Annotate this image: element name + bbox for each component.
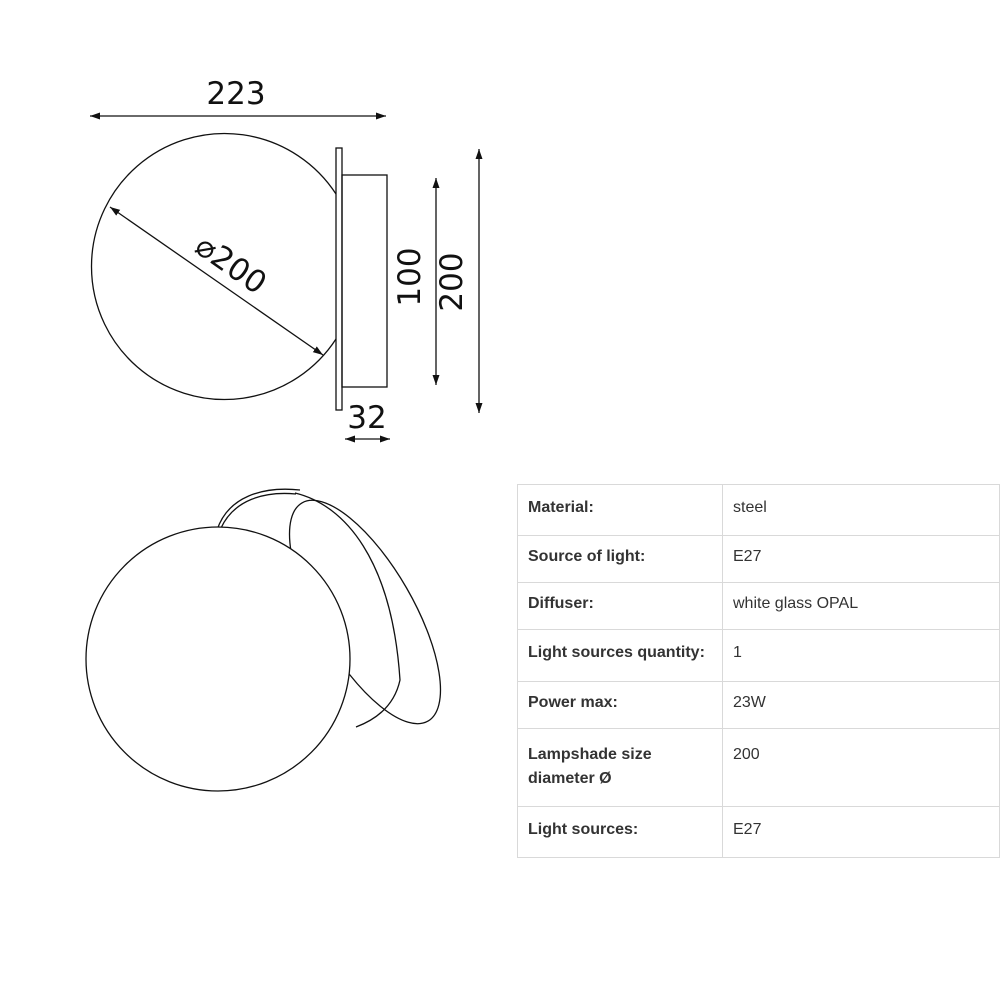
table-row [518,682,1000,729]
diameter-line [110,207,323,355]
width-label: 223 [206,76,266,112]
spec-value-light-sources-quantity: 1 [733,644,742,661]
spec-value-power-max: 23W [733,694,766,711]
table-row [518,807,1000,858]
diameter-label: ⌀200 [188,227,273,302]
table-row [518,536,1000,583]
perspective-view [86,479,470,791]
wall-plate [336,148,342,410]
depth-label: 32 [347,400,387,436]
spec-value-light-sources: E27 [733,821,762,838]
table-row [518,729,1000,807]
mounting-base [342,175,387,387]
table-row [518,583,1000,630]
spec-value-diffuser: white glass OPAL [733,595,859,612]
base-back-inner [221,493,296,528]
total-height-label: 200 [434,252,470,312]
specification-table [517,484,1000,858]
base-height-label: 100 [392,247,428,307]
spec-label-light-sources-quantity: Light sources quantity: [528,644,705,661]
table-row [518,630,1000,682]
spec-value-source-of-light: E27 [733,548,762,565]
spec-label-material: Material: [528,499,594,516]
spec-label-power-max: Power max: [528,694,618,711]
spec-label-lampshade-diameter: Lampshade size diameter Ø [528,746,652,787]
spec-label-source-of-light: Source of light: [528,548,646,565]
spec-value-material: steel [733,499,767,516]
spec-value-lampshade-diameter: 200 [733,746,760,763]
table-row [518,485,1000,536]
spec-label-diffuser: Diffuser: [528,595,594,612]
spec-label-light-sources: Light sources: [528,821,639,838]
globe [86,527,350,791]
base-back-rim [217,489,300,530]
